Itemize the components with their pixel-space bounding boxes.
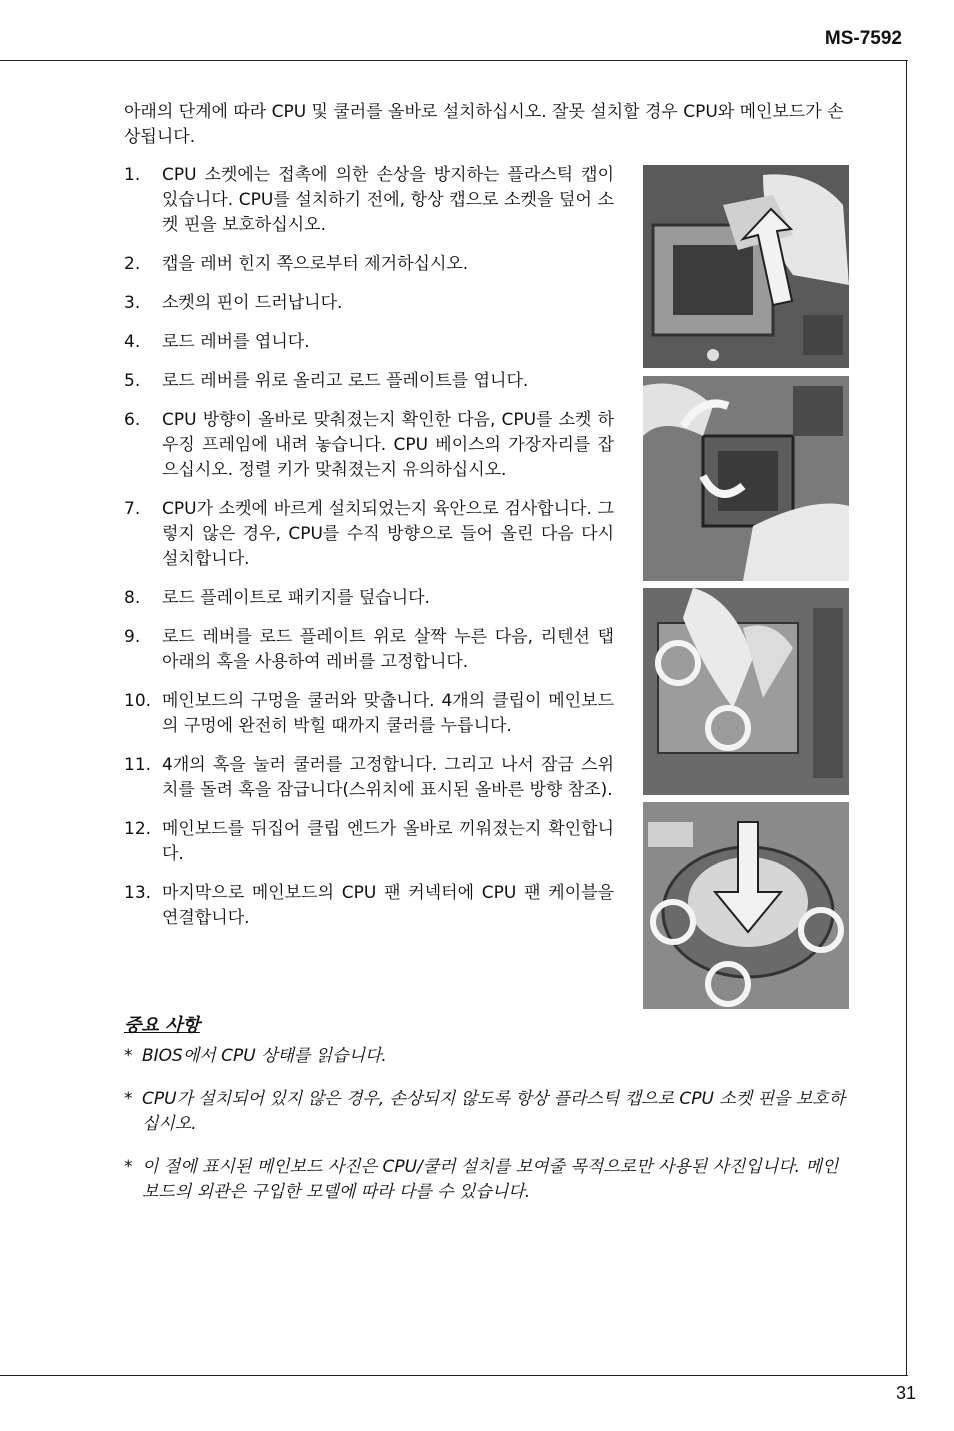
side-rule xyxy=(906,60,907,1376)
note-item: * BIOS에서 CPU 상태를 읽습니다. xyxy=(124,1046,387,1066)
step-item: 10. 메인보드의 구멍을 쿨러와 맞춥니다. 4개의 클립이 메인보드의 구멍에 완전히 박힐 때까지 쿨러를 누릅니다. xyxy=(124,691,614,736)
step-item: 13. 마지막으로 메인보드의 CPU 팬 커넥터에 CPU 팬 케이블을 연결합니다. xyxy=(124,883,614,928)
step-item: 5. 로드 레버를 위로 올리고 로드 플레이트를 엽니다. xyxy=(124,371,529,391)
step-item: 1. CPU 소켓에는 접촉에 의한 손상을 방지하는 플라스틱 캡이 있습니다. CPU를 설치하기 전에, 항상 캡으로 소켓을 덮어 소켓 핀을 보호하십시오. xyxy=(124,165,614,235)
cooler-mount-photo xyxy=(643,802,849,1009)
cooler-clip-photo xyxy=(643,588,849,795)
cap-removal-photo xyxy=(643,165,849,368)
step-item: 7. CPU가 소켓에 바르게 설치되었는지 육안으로 검사합니다. 그렇지 않은 경우, CPU를 수직 방향으로 들어 올린 다음 다시 설치합니다. xyxy=(124,499,614,569)
lever-photo xyxy=(643,376,849,581)
step-item: 2. 캡을 레버 힌지 쪽으로부터 제거하십시오. xyxy=(124,254,469,274)
installation-steps xyxy=(124,163,614,945)
notes-title: 중요 사항 xyxy=(124,1015,200,1036)
note-item: * CPU가 설치되어 있지 않은 경우, 손상되지 않도록 항상 플라스틱 캡으로 CPU 소켓 핀을 보호하십시오. xyxy=(124,1089,846,1134)
step-item: 3. 소켓의 핀이 드러납니다. xyxy=(124,293,343,313)
intro-paragraph: 아래의 단계에 따라 CPU 및 쿨러를 올바로 설치하십시오. 잘못 설치할 경우 CPU와 메인보드가 손상됩니다. xyxy=(124,102,844,147)
step-item: 12. 메인보드를 뒤집어 클립 엔드가 올바로 끼워졌는지 확인합니다. xyxy=(124,819,614,864)
step-item: 6. CPU 방향이 올바로 맞춰졌는지 확인한 다음, CPU를 소켓 하우징 프레임에 내려 놓습니다. CPU 베이스의 가장자리를 잡으십시오. 정렬 키가 맞춰졌는지 유의하십시오. xyxy=(124,410,614,480)
step-item: 4. 로드 레버를 엽니다. xyxy=(124,332,310,352)
step-item: 8. 로드 플레이트로 패키지를 덮습니다. xyxy=(124,588,430,608)
note-item: * 이 절에 표시된 메인보드 사진은 CPU/쿨러 설치를 보여줄 목적으로만 사용된 사진입니다. 메인보드의 외관은 구입한 모델에 따라 다를 수 있습니다. xyxy=(124,1157,839,1202)
model-number: MS-7592 xyxy=(824,28,902,49)
important-notes xyxy=(124,1044,852,1223)
top-rule xyxy=(0,60,908,61)
step-item: 9. 로드 레버를 로드 플레이트 위로 살짝 누른 다음, 리텐션 탭 아래의 혹을 사용하여 레버를 고정합니다. xyxy=(124,627,614,672)
bottom-rule xyxy=(0,1375,908,1376)
page-number: 31 xyxy=(895,1383,916,1403)
step-item: 11. 4개의 혹을 눌러 쿨러를 고정합니다. 그리고 나서 잠금 스위치를 돌려 혹을 잠급니다(스위치에 표시된 올바른 방향 참조). xyxy=(124,755,614,800)
